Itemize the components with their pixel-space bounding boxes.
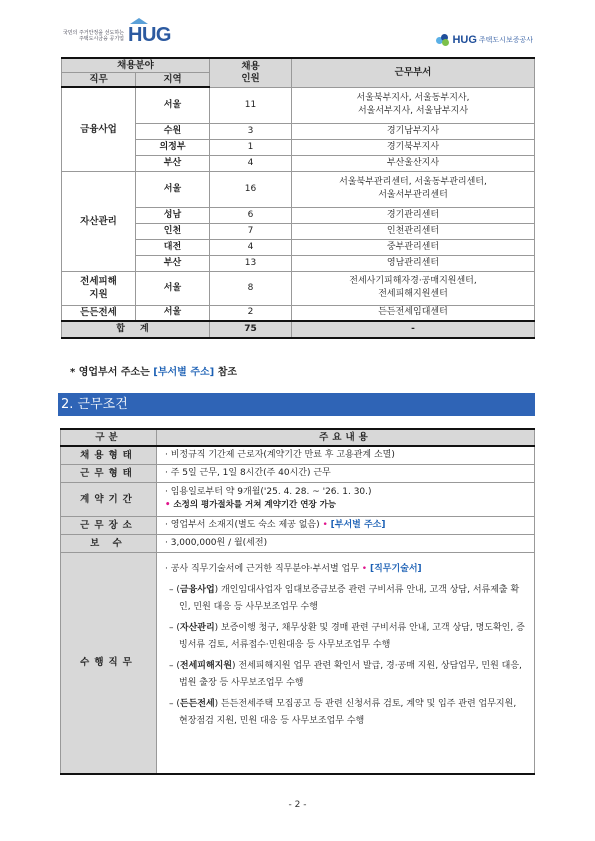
dept-address-link[interactable]: [부서별 주소]: [153, 367, 215, 378]
row-label: 채용형태: [61, 446, 157, 464]
job-description-link[interactable]: [직무기술서]: [369, 563, 422, 574]
total-dept: -: [292, 321, 535, 338]
note-suffix: 참조: [214, 367, 238, 378]
hug-brand-text: HUG: [452, 34, 477, 46]
region-cell: 인천: [136, 223, 210, 239]
region-cell: 서울: [136, 271, 210, 305]
dept-cell: 부산울산지사: [292, 155, 535, 171]
contract-period: · 임용일로부터 약 9개월('25. 4. 28. ~ '26. 1. 30.): [165, 487, 372, 497]
location-text: · 영업부서 소재지(별도 숙소 제공 없음): [165, 519, 323, 530]
duty-item-text: 개인임대사업자 임대보증금보증 관련 구비서류 안내, 고객 상담, 서류제출 확인, 민원 대응 등 사무보조업무 수행: [179, 584, 520, 612]
header-right-logo: [436, 34, 533, 46]
location-address-link[interactable]: [부서별 주소]: [330, 519, 386, 530]
region-cell: 수원: [136, 123, 210, 139]
table-row: [61, 464, 535, 482]
dept-cell: 경기북부지사: [292, 139, 535, 155]
hug-dots-icon: [436, 34, 450, 46]
row-label: 계약기간: [61, 482, 157, 516]
duty-item-text: 전세피해지원 업무 관련 확인서 발급, 경·공매 지원, 상담업무, 민원 대응, 법원 출장 등 사무보조업무 수행: [179, 660, 522, 688]
table-row: [61, 482, 535, 516]
region-cell: 대전: [136, 239, 210, 255]
count-cell: 1: [210, 139, 292, 155]
region-cell: 성남: [136, 207, 210, 223]
table-row: [62, 171, 535, 207]
region-cell: 의정부: [136, 139, 210, 155]
hug-brand-sub: 주택도시보증공사: [478, 36, 533, 44]
total-count: 75: [210, 321, 292, 338]
region-cell: 부산: [136, 255, 210, 271]
table-row: [61, 534, 535, 552]
duty-intro-text: · 공사 직무기술서에 근거한 직무분야·부서별 업무: [165, 563, 362, 574]
count-cell: 3: [210, 123, 292, 139]
table-row: [61, 446, 535, 464]
dept-cell: 서울북부관리센터, 서울동부관리센터, 서울서부관리센터: [292, 171, 535, 207]
duty-item: – (든든전세) 든든전세주택 모집공고 등 관련 신청서류 검토, 계약 및 입주 관련 업무지원, 현장점검 지원, 민원 대응 등 사무보조업무 수행: [169, 698, 517, 726]
duty-item: – (금융사업) 개인임대사업자 임대보증금보증 관련 구비서류 안내, 고객 상담, 서류제출 확인, 민원 대응 등 사무보조업무 수행: [169, 584, 520, 612]
count-cell: 8: [210, 271, 292, 305]
job-cell: 자산관리: [62, 171, 136, 271]
row-label: 수행직무: [61, 552, 157, 774]
dept-cell: 경기남부지사: [292, 123, 535, 139]
duty-item-name: 금융사업: [179, 584, 215, 595]
total-label: 합 계: [62, 321, 210, 338]
contract-note-text: 소정의 평가절차를 거쳐 계약기간 연장 가능: [173, 500, 337, 510]
region-cell: 서울: [136, 171, 210, 207]
table-row: [61, 552, 535, 774]
duty-content: [157, 552, 535, 774]
count-cell: 4: [210, 239, 292, 255]
work-conditions-table: [60, 428, 535, 775]
roof-icon: [130, 18, 148, 24]
col-category: 구분: [61, 429, 157, 446]
recruitment-table: [61, 57, 535, 339]
job-cell: 든든전세: [62, 305, 136, 321]
col-region: 지역: [136, 73, 210, 88]
section-title: 2. 근무조건: [58, 393, 535, 416]
dept-cell: 경기관리센터: [292, 207, 535, 223]
duty-item-name: 전세피해지원: [179, 660, 233, 671]
note-prefix: * 영업부서 주소는: [70, 367, 154, 378]
count-cell: 7: [210, 223, 292, 239]
dept-cell: 영남관리센터: [292, 255, 535, 271]
row-value: · 주 5일 근무, 1일 8시간(주 40시간) 근무: [157, 464, 535, 482]
col-content: 주요내용: [157, 429, 535, 446]
table-row: [62, 271, 535, 305]
region-cell: 서울: [136, 87, 210, 123]
contract-note: [165, 499, 534, 512]
table-row: [61, 516, 535, 534]
duty-item-text: 보증이행 청구, 채무상환 및 경매 관련 구비서류 안내, 고객 상담, 명도확인, 증빙서류 검토, 서류접수·민원대응 등 사무보조업무 수행: [179, 622, 525, 650]
count-cell: 16: [210, 171, 292, 207]
header-tagline: [62, 30, 124, 42]
col-field: 채용분야: [62, 58, 210, 73]
hug-logo: [128, 24, 171, 47]
dept-cell: 전세사기피해자경·공매지원센터, 전세피해지원센터: [292, 271, 535, 305]
dept-cell: 서울북부지사, 서울동부지사, 서울서부지사, 서울남부지사: [292, 87, 535, 123]
count-cell: 6: [210, 207, 292, 223]
row-value: [157, 482, 535, 516]
row-value: · 3,000,000원 / 월(세전): [157, 534, 535, 552]
star-bullet-icon: •: [165, 500, 171, 510]
star-bullet-icon: •: [322, 519, 328, 530]
duty-item: – (자산관리) 보증이행 청구, 채무상환 및 경매 관련 구비서류 안내, 고객 상담, 명도확인, 증빙서류 검토, 서류접수·민원대응 등 사무보조업무 수행: [169, 622, 525, 650]
count-cell: 2: [210, 305, 292, 321]
duty-item: – (전세피해지원) 전세피해지원 업무 관련 확인서 발급, 경·공매 지원, 상담업무, 민원 대응, 법원 출장 등 사무보조업무 수행: [169, 660, 522, 688]
row-label: 근무장소: [61, 516, 157, 534]
table-row: [62, 305, 535, 321]
dept-cell: 든든전세임대센터: [292, 305, 535, 321]
star-bullet-icon: •: [361, 563, 368, 574]
col-hire: 채용 인원: [210, 58, 292, 87]
tagline-line-1: 국민의 주거안정을 선도하는: [62, 29, 124, 36]
region-cell: 서울: [136, 305, 210, 321]
col-job: 직무: [62, 73, 136, 88]
job-cell: 전세피해 지원: [62, 271, 136, 305]
duty-intro: [165, 561, 526, 578]
tagline-line-2: 주택도시금융 공기업: [78, 35, 124, 42]
row-value: [157, 516, 535, 534]
job-cell: 금융사업: [62, 87, 136, 171]
table-row: [62, 87, 535, 123]
dept-cell: 중부관리센터: [292, 239, 535, 255]
count-cell: 13: [210, 255, 292, 271]
hug-logo-text: HUG: [128, 24, 171, 46]
region-cell: 부산: [136, 155, 210, 171]
dept-cell: 인천관리센터: [292, 223, 535, 239]
row-value: · 비정규직 기간제 근로자(계약기간 만료 후 고용관계 소멸): [157, 446, 535, 464]
col-dept: 근무부서: [292, 58, 535, 87]
total-row: [62, 321, 535, 338]
duty-item-name: 자산관리: [179, 622, 215, 633]
page-number: - 2 -: [288, 800, 307, 810]
header-left-logo: [62, 24, 171, 47]
count-cell: 4: [210, 155, 292, 171]
row-label: 보 수: [61, 534, 157, 552]
count-cell: 11: [210, 87, 292, 123]
row-label: 근무형태: [61, 464, 157, 482]
address-note: [70, 363, 237, 378]
duty-item-text: 든든전세주택 모집공고 등 관련 신청서류 검토, 계약 및 입주 관련 업무지원, 현장점검 지원, 민원 대응 등 사무보조업무 수행: [179, 698, 517, 726]
duty-item-name: 든든전세: [179, 698, 215, 709]
